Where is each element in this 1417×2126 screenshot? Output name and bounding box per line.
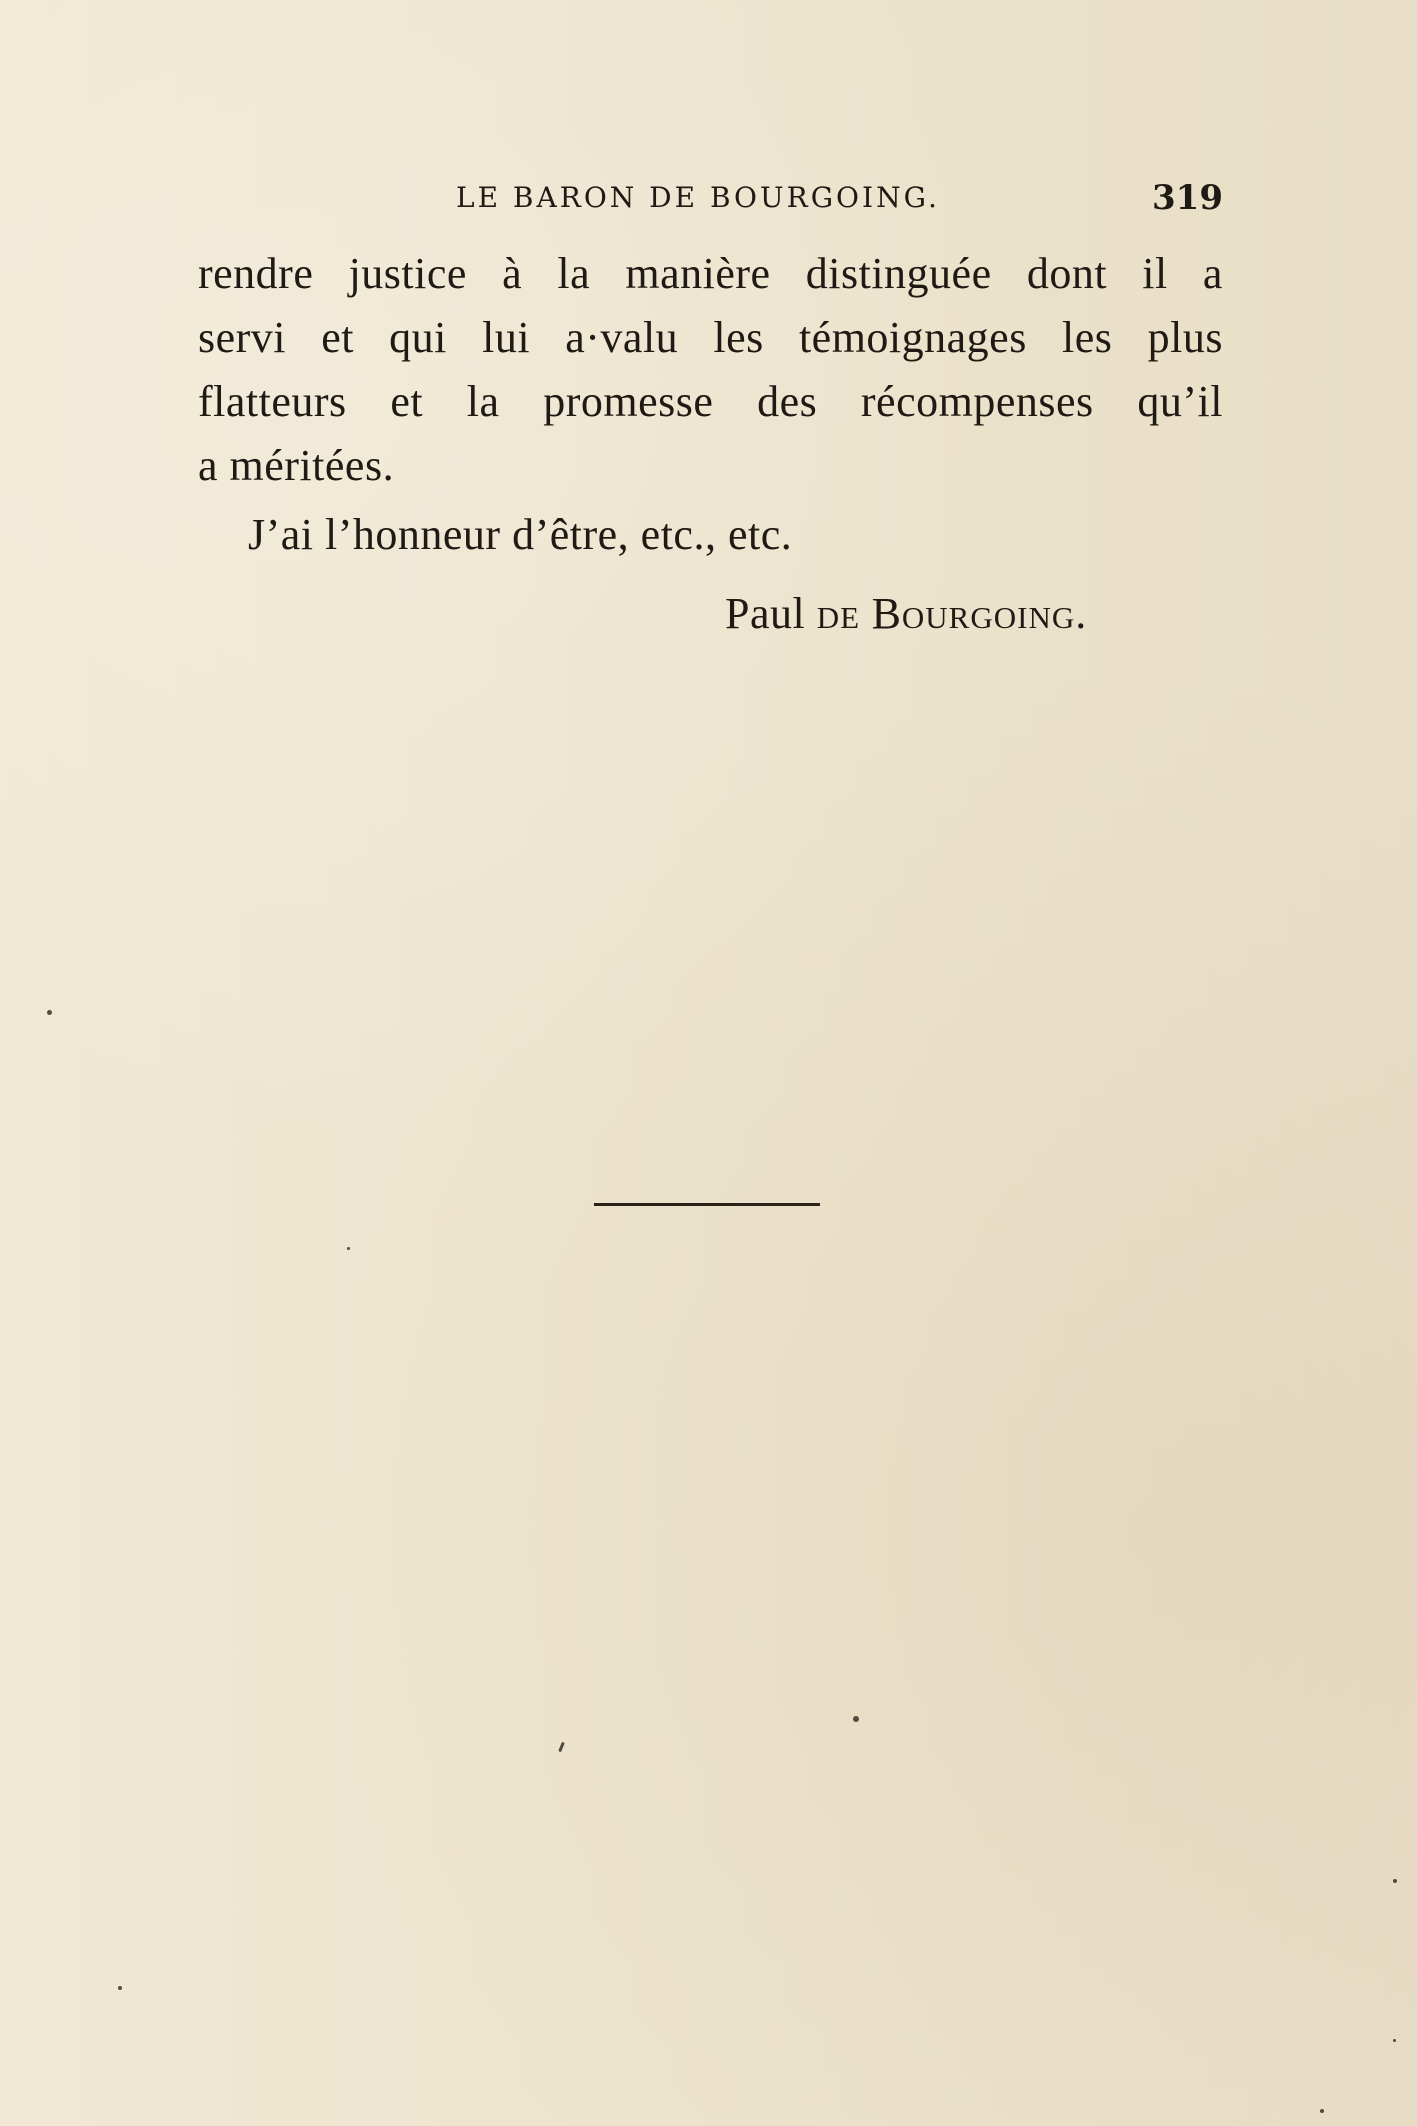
word: a·valu xyxy=(565,313,679,362)
paper-speck xyxy=(1320,2109,1324,2113)
page-number: 319 xyxy=(1152,178,1223,218)
paper-speck xyxy=(347,1247,350,1250)
paper-speck xyxy=(558,1742,565,1752)
paper-speck xyxy=(1393,1879,1397,1883)
word: à xyxy=(502,249,523,298)
word: justice xyxy=(348,249,467,298)
word: des xyxy=(757,377,818,426)
signature xyxy=(725,582,1087,646)
signature-first-name: Paul xyxy=(725,589,806,638)
word: rendre xyxy=(198,249,314,298)
word: qu’il xyxy=(1137,377,1223,426)
word: témoignages xyxy=(798,313,1027,362)
word: les xyxy=(1062,313,1113,362)
text-line-1 xyxy=(198,242,1223,306)
section-divider xyxy=(594,1203,820,1206)
word: récompenses xyxy=(860,377,1094,426)
paper-speck xyxy=(853,1716,859,1722)
word: servi xyxy=(198,313,287,362)
word: a xyxy=(198,441,219,490)
word: dont xyxy=(1026,249,1108,298)
word: flatteurs xyxy=(198,377,347,426)
word: et xyxy=(321,313,354,362)
signature-surname: Bourgoing. xyxy=(871,589,1088,638)
word: a xyxy=(1202,249,1223,298)
word: la xyxy=(466,377,500,426)
running-title: LE BARON DE BOURGOING. xyxy=(456,181,940,214)
word: promesse xyxy=(543,377,714,426)
closing-line: J’ai l’honneur d’être, etc., etc. xyxy=(248,510,793,559)
body-text xyxy=(198,242,1223,498)
word: lui xyxy=(482,313,531,362)
word: la xyxy=(557,249,591,298)
paper-speck xyxy=(118,1986,122,1990)
page-header xyxy=(198,178,1223,218)
paper-speck xyxy=(1393,2039,1396,2042)
paper-speck xyxy=(47,1010,52,1015)
text-line-4 xyxy=(198,434,1223,498)
word: qui xyxy=(389,313,447,362)
word: les xyxy=(713,313,764,362)
word: distinguée xyxy=(805,249,992,298)
text-line-2 xyxy=(198,306,1223,370)
signature-particle: de xyxy=(816,589,861,638)
word: et xyxy=(390,377,424,426)
word: méritées. xyxy=(229,441,395,490)
word: plus xyxy=(1147,313,1223,362)
text-line-3 xyxy=(198,370,1223,434)
word: manière xyxy=(625,249,771,298)
word: il xyxy=(1142,249,1168,298)
